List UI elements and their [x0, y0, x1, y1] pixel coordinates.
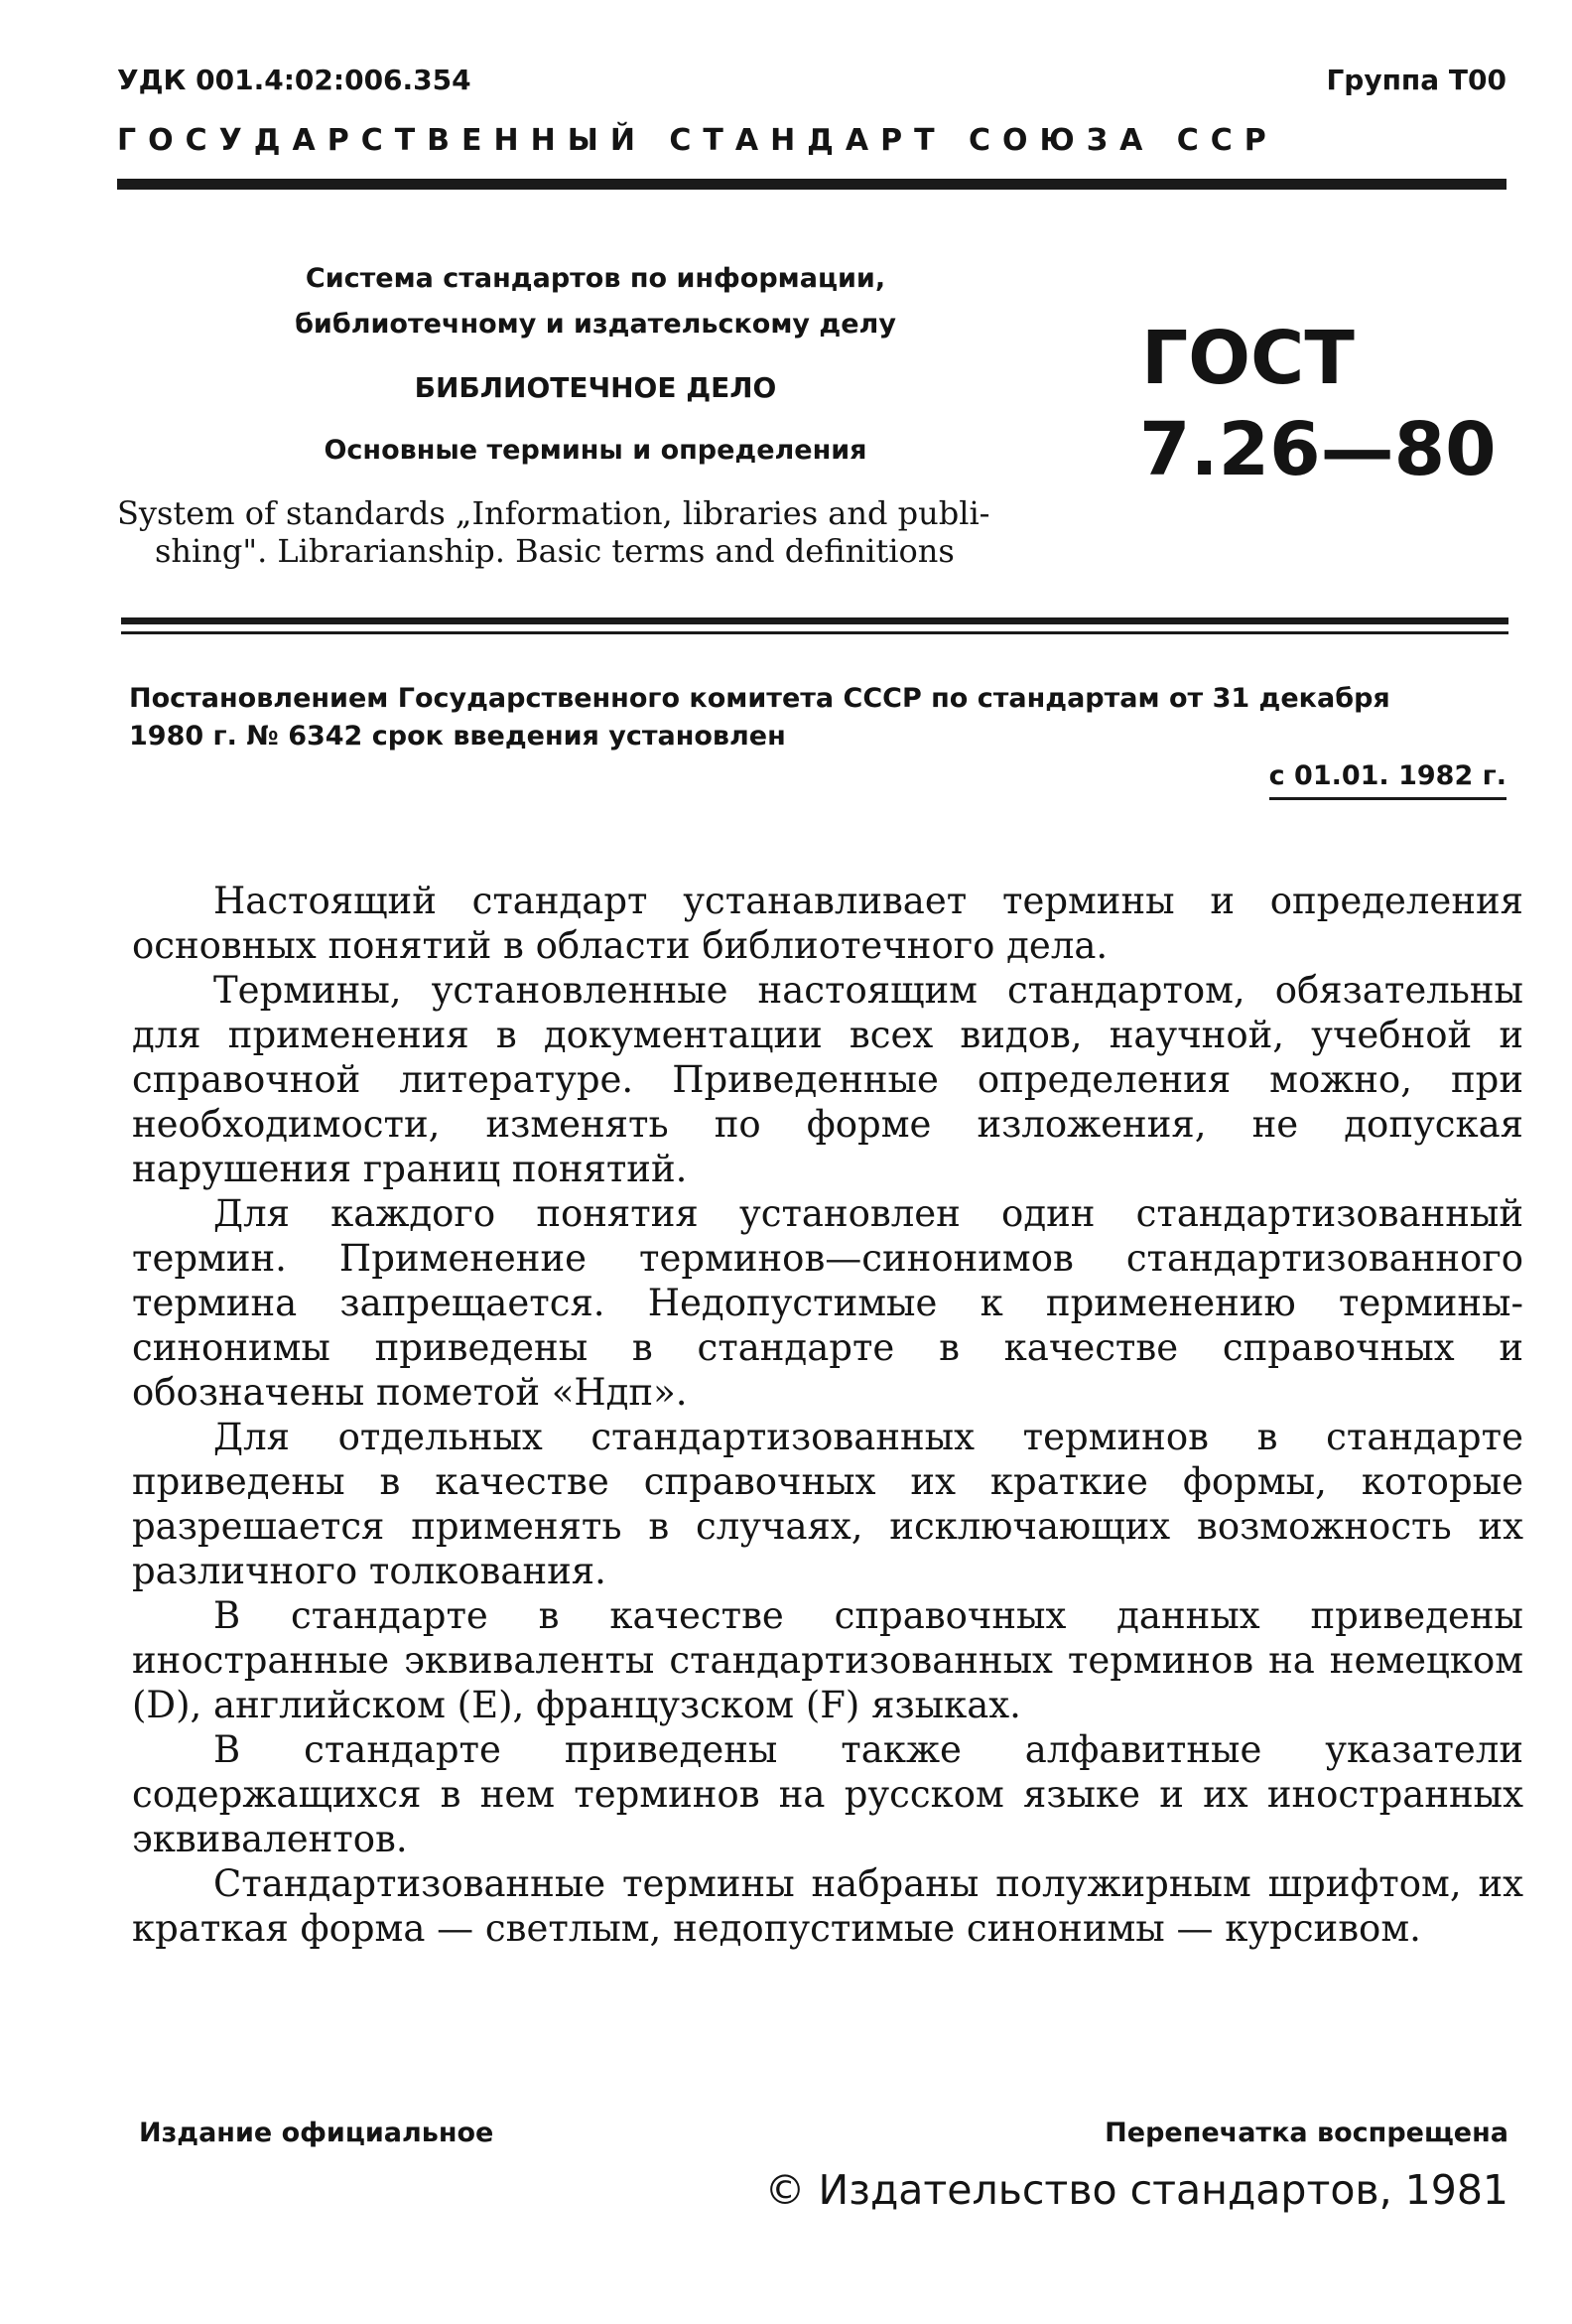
english-title-line-1: System of standards „Information, libraries and publi-	[117, 494, 990, 532]
separator-rule-thin	[121, 631, 1508, 634]
system-line-1: Система стандартов по информации,	[305, 263, 886, 294]
separator-rule-thick	[121, 617, 1508, 624]
gost-number: 7.26—80	[1139, 407, 1497, 492]
system-line-2: библиотечному и издательскому делу	[295, 309, 896, 340]
paragraph: Для каждого понятия установлен один стандартизованный термин. Применение терминов—синонимов стандартизованного термина запрещается. Недопустимые к применению термины-синонимы приведены в стандарте в качестве справочных и обозначены пометой «Ндп».	[132, 1192, 1523, 1414]
paragraph: Настоящий стандарт устанавливает термины и определения основных понятий в области библиотечного дела.	[132, 880, 1523, 967]
paragraph: Стандартизованные термины набраны полужирным шрифтом, их краткая форма — светлым, недопустимые синонимы — курсивом.	[132, 1862, 1523, 1950]
effective-date: с 01.01. 1982 г.	[1269, 760, 1506, 800]
copyright: © Издательство стандартов, 1981	[764, 2166, 1508, 2214]
udk-code: УДК 001.4:02:006.354	[117, 64, 471, 96]
group-code: Группа Т00	[1326, 64, 1506, 96]
paragraph: В стандарте приведены также алфавитные указатели содержащихся в нем терминов на русском языке и их иностранных эквивалентов.	[132, 1728, 1523, 1860]
body-text	[132, 879, 1523, 1951]
subject-title: БИБЛИОТЕЧНОЕ ДЕЛО	[414, 371, 777, 404]
gost-label: ГОСТ	[1141, 316, 1355, 401]
paragraph: Термины, установленные настоящим стандартом, обязательны для применения в документации всех видов, научной, учебной и справочной литературе. Приведенные определения можно, при необходимости, изменять по форме изложения, не допуская нарушения границ понятий.	[132, 969, 1523, 1190]
resolution-line-1: Постановлением Государственного комитета СССР по стандартам от 31 декабря	[129, 683, 1390, 714]
official-edition: Издание официальное	[139, 2118, 494, 2148]
resolution-line-2: 1980 г. № 6342 срок введения установлен	[129, 721, 786, 752]
paragraph: Для отдельных стандартизованных терминов в стандарте приведены в качестве справочных их краткие формы, которые разрешается применять в случаях, исключающих возможность их различного толкования.	[132, 1416, 1523, 1592]
paragraph: В стандарте в качестве справочных данных приведены иностранные эквиваленты стандартизованных терминов на немецком (D), английском (E), французском (F) языках.	[132, 1594, 1523, 1726]
reprint-prohibited: Перепечатка воспрещена	[1105, 2118, 1508, 2148]
state-standard-title: ГОСУДАРСТВЕННЫЙ СТАНДАРТ СОЮЗА ССР	[117, 123, 1278, 158]
english-title-line-2: shing". Librarianship. Basic terms and definitions	[155, 532, 955, 570]
top-rule	[117, 179, 1506, 190]
subtitle: Основные термины и определения	[324, 435, 867, 466]
